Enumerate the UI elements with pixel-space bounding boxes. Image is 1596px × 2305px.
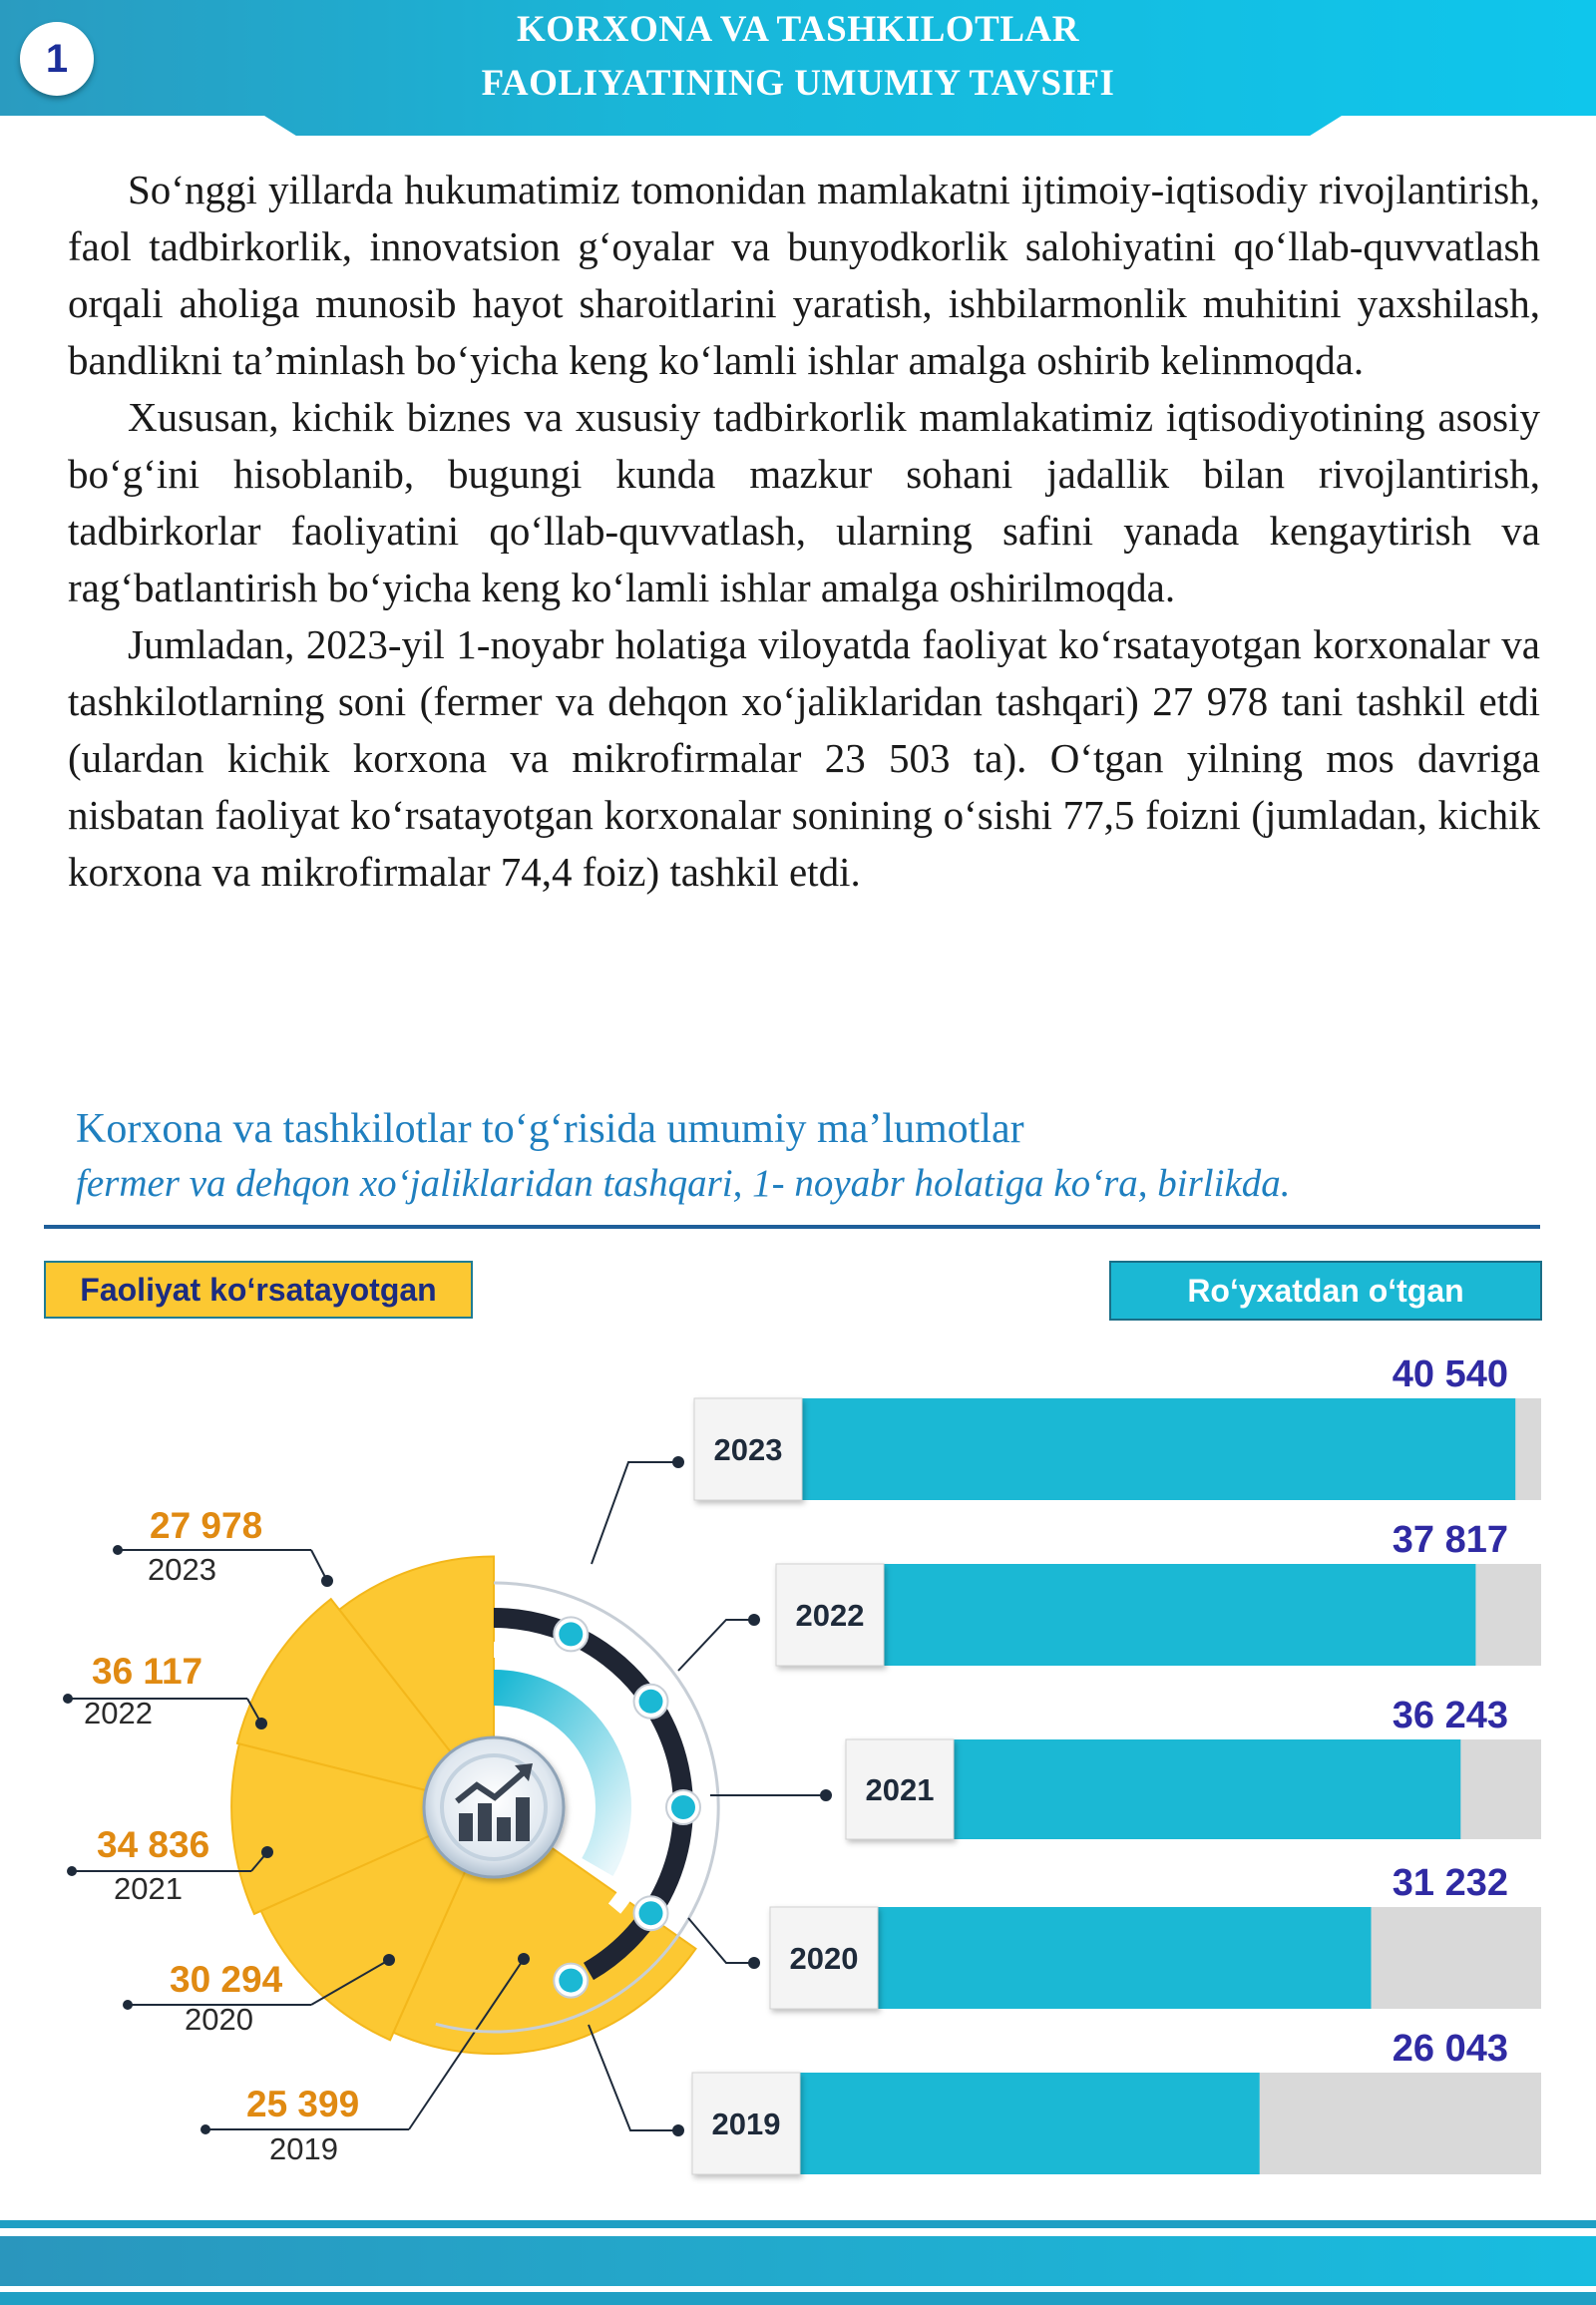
header-title-line-1: KORXONA VA TASHKILOTLAR — [517, 9, 1079, 50]
bar-value-label-2022: 37 817 — [1392, 1519, 1508, 1561]
bar-year-label-2020: 2020 — [789, 1941, 859, 1976]
legend-active: Faoliyat ko‘rsatayotgan — [44, 1261, 473, 1319]
fan-year-label-2021: 2021 — [114, 1871, 183, 1906]
bar-value-label-2021: 36 243 — [1392, 1695, 1508, 1736]
fan-year-label-2020: 2020 — [185, 2002, 253, 2037]
fan-value-label-2021: 34 836 — [97, 1824, 210, 1865]
bar-2019 — [800, 2073, 1260, 2174]
bar-connector-2022 — [678, 1620, 754, 1671]
fan-leader-dot-2020 — [123, 2000, 133, 2010]
bar-connector-2019 — [589, 2025, 678, 2130]
bar-year-label-2019: 2019 — [711, 2107, 781, 2141]
fan-year-label-2023: 2023 — [148, 1552, 216, 1587]
fan-leader-dot-2019 — [200, 2124, 210, 2134]
bar-value-label-2019: 26 043 — [1392, 2028, 1508, 2070]
fan-year-label-2019: 2019 — [269, 2131, 338, 2166]
center-hub — [424, 1737, 564, 1877]
bar-connector-2023 — [592, 1462, 678, 1564]
infographic-chart — [0, 1327, 1596, 2204]
fan-leader-dot-2023 — [113, 1545, 123, 1555]
ring-dot-2 — [639, 1690, 663, 1714]
fan-value-label-2023: 27 978 — [150, 1505, 263, 1546]
paragraph-3: Jumladan, 2023-yil 1-noyabr holatiga viloyatda faoliyat ko‘rsatayotgan korxonalar va tashkilotlarning soni (fermer va dehqon xo‘jaliklaridan tashqari) 27 978 tani tashkil etdi (ulardan kichik korxona va mikrofirmalar 23 503 ta). O‘tgan yilning mos davriga nisbatan faoliyat ko‘rsatayotgan korxonalar sonining o‘sishi 77,5 foizni (jumladan, kichik korxona va mikrofirmalar 74,4 foiz) tashkil etdi. — [68, 621, 1540, 895]
bar-2021 — [954, 1739, 1460, 1839]
ring-dot-1 — [559, 1622, 583, 1646]
bar-connector-dot-2019 — [672, 2124, 684, 2136]
bar-2022 — [884, 1564, 1475, 1666]
fan-year-label-2022: 2022 — [84, 1696, 153, 1730]
fan-leader-dot-2021 — [67, 1866, 77, 1876]
section-title: Korxona va tashkilotlar to‘g‘risida umumiy ma’lumotlar — [76, 1106, 1024, 1152]
fan-sector-dot-2023 — [321, 1575, 333, 1587]
bar-connector-dot-2020 — [748, 1957, 760, 1969]
footer-line-top — [0, 2220, 1596, 2228]
footer-line-bottom — [0, 2292, 1596, 2305]
bar-connector-dot-2021 — [820, 1789, 832, 1801]
fan-leader-dot-2022 — [63, 1694, 73, 1704]
bar-year-label-2022: 2022 — [795, 1598, 865, 1633]
ring-dot-4 — [639, 1901, 663, 1925]
fan-value-label-2020: 30 294 — [170, 1959, 283, 2000]
bar-2023 — [802, 1398, 1515, 1500]
page-number-badge: 1 — [20, 22, 94, 96]
bar-2020 — [878, 1907, 1372, 2009]
section-divider — [44, 1225, 1540, 1229]
header-tab-shape — [0, 116, 1596, 138]
ring-dot-5 — [559, 1969, 583, 1993]
bar-connector-2020 — [688, 1918, 754, 1963]
legend-registered: Ro‘yxatdan o‘tgan — [1109, 1261, 1542, 1321]
section-subtitle: fermer va dehqon xo‘jaliklaridan tashqari, 1- noyabr holatiga ko‘ra, birlikda. — [76, 1162, 1291, 1205]
fan-value-label-2019: 25 399 — [246, 2084, 360, 2124]
bar-value-label-2023: 40 540 — [1392, 1353, 1508, 1395]
fan-value-label-2022: 36 117 — [92, 1651, 203, 1692]
bar-connector-dot-2023 — [672, 1456, 684, 1468]
fan-sector-dot-2021 — [261, 1846, 273, 1858]
bar-year-label-2021: 2021 — [865, 1772, 935, 1807]
paragraph-2: Xususan, kichik biznes va xususiy tadbirkorlik mamlakatimiz iqtisodiyotining asosiy bo‘g‘ini hisoblanib, bugungi kunda mazkur sohani jadallik bilan rivojlantirish, tadbirkorlar faoliyatini qo‘llab-quvvatlash, ularning safini yanada kengaytirish va rag‘batlantirish bo‘yicha keng ko‘lamli ishlar amalga oshirilmoqda. — [68, 394, 1540, 610]
fan-sector-dot-2020 — [383, 1954, 395, 1966]
fan-sector-dot-2022 — [255, 1718, 267, 1729]
ring-dot-3 — [671, 1795, 695, 1819]
bar-connector-dot-2022 — [748, 1614, 760, 1626]
header-title-line-2: FAOLIYATINING UMUMIY TAVSIFI — [481, 63, 1115, 104]
paragraph-1: So‘nggi yillarda hukumatimiz tomonidan mamlakatni ijtimoiy-iqtisodiy rivojlantirish, faol tadbirkorlik, innovatsion g‘oyalar va bunyodkorlik salohiyatini qo‘llab-quvvatlash orqali aholiga munosib hayot sharoitlarini yaratish, ishbilarmonlik muhitini yaxshilash, bandlikni ta’minlash bo‘yicha keng ko‘lamli ishlar amalga oshirib kelinmoqda. — [68, 167, 1540, 383]
bar-value-label-2020: 31 232 — [1392, 1862, 1508, 1904]
fan-sector-dot-2019 — [518, 1953, 530, 1965]
bar-year-label-2023: 2023 — [713, 1432, 783, 1467]
registered-bar-chart — [692, 1353, 1541, 2174]
footer-band — [0, 2236, 1596, 2286]
body-text — [68, 162, 1540, 901]
